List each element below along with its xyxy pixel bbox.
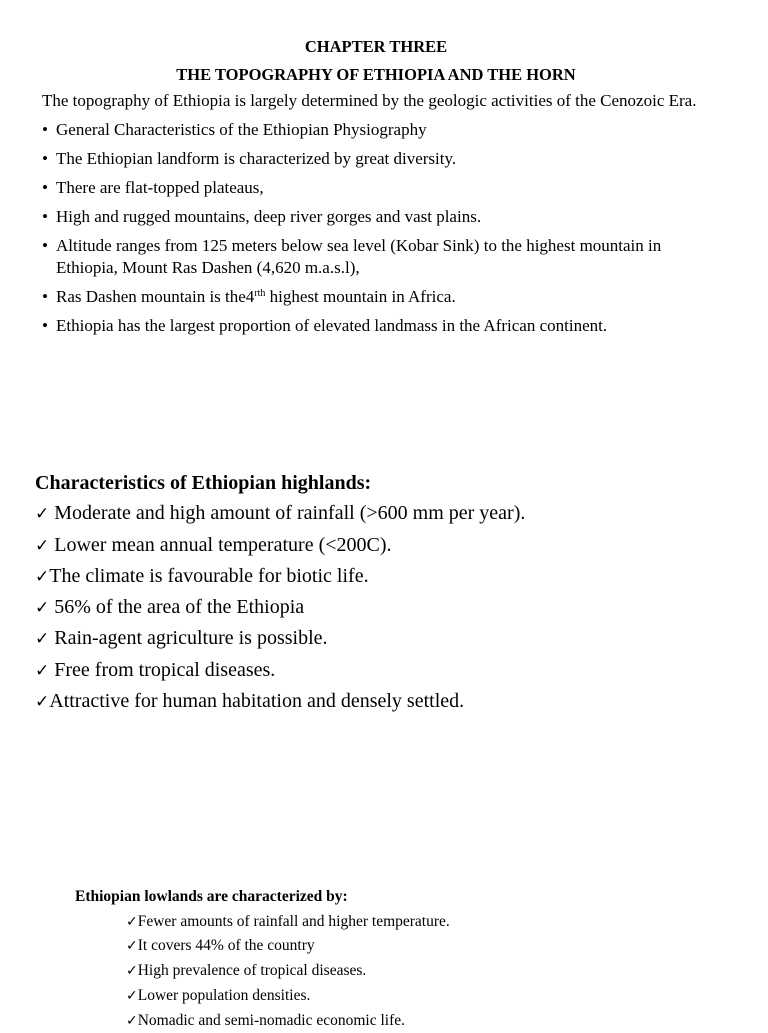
check-icon: ✓	[35, 660, 50, 681]
check-text: Attractive for human habitation and densely settled.	[49, 690, 465, 713]
bullet-icon: •	[42, 178, 48, 197]
check-item	[126, 984, 695, 1009]
check-item	[126, 959, 695, 984]
bullet-item	[42, 286, 722, 308]
bullet-text-part: highest mountain in Africa.	[265, 287, 456, 306]
check-text: Fewer amounts of rainfall and higher temperature.	[137, 912, 450, 930]
check-item	[35, 655, 735, 686]
highlands-heading: Characteristics of Ethiopian highlands:	[35, 472, 372, 494]
bullet-text: Altitude ranges from 125 meters below sea level (Kobar Sink) to the highest mountain in Ethiopia, Mount Ras Dashen (4,620 m.a.s.l),	[56, 236, 662, 277]
check-item	[35, 530, 735, 561]
ordinal-superscript: rth	[254, 288, 266, 299]
bullet-icon: •	[42, 120, 48, 139]
bullet-text: Ethiopia has the largest proportion of elevated landmass in the African continent.	[56, 316, 608, 335]
check-text: Free from tropical diseases.	[49, 658, 276, 681]
lowlands-check-list	[75, 910, 695, 1033]
bullet-text: There are flat-topped plateaus,	[56, 178, 264, 197]
topography-section	[42, 36, 722, 344]
bullet-icon: •	[42, 316, 48, 335]
bullet-item	[42, 206, 722, 228]
bullet-text: General Characteristics of the Ethiopian Physiography	[56, 120, 427, 139]
lowlands-section	[75, 885, 695, 1033]
chapter-label: CHAPTER THREE	[304, 37, 448, 56]
check-icon: ✓	[126, 938, 138, 955]
check-icon: ✓	[126, 987, 138, 1004]
bullet-icon: •	[42, 236, 48, 255]
bullet-item	[42, 177, 722, 199]
check-text: Lower population densities.	[137, 986, 311, 1004]
check-item	[126, 910, 695, 935]
bullet-item	[42, 235, 722, 279]
check-icon: ✓	[35, 535, 50, 556]
check-text: 56% of the area of the Ethiopia	[49, 596, 305, 619]
check-item	[35, 498, 735, 529]
bullet-item	[42, 119, 722, 141]
bullet-icon: •	[42, 207, 48, 226]
lowlands-heading: Ethiopian lowlands are characterized by:	[75, 888, 348, 905]
bullet-item	[42, 315, 722, 337]
check-item	[35, 686, 735, 717]
check-item	[126, 1009, 695, 1033]
check-icon: ✓	[126, 963, 138, 980]
check-item	[126, 934, 695, 959]
bullet-text: High and rugged mountains, deep river gorges and vast plains.	[56, 207, 482, 226]
chapter-title: THE TOPOGRAPHY OF ETHIOPIA AND THE HORN	[176, 65, 576, 84]
check-text: Lower mean annual temperature (<200C).	[49, 533, 392, 556]
check-icon: ✓	[126, 913, 138, 930]
check-icon: ✓	[35, 598, 50, 619]
check-text: Nomadic and semi-nomadic economic life.	[137, 1011, 406, 1029]
check-text: Moderate and high amount of rainfall (>600 mm per year).	[49, 502, 526, 525]
check-icon: ✓	[35, 504, 50, 525]
check-item	[35, 592, 735, 623]
check-icon: ✓	[126, 1012, 138, 1029]
check-icon: ✓	[35, 629, 50, 650]
check-text: High prevalence of tropical diseases.	[137, 962, 367, 980]
check-item	[35, 561, 735, 592]
highlands-section	[35, 468, 735, 717]
check-text: The climate is favourable for biotic life.	[49, 564, 369, 587]
bullet-icon: •	[42, 149, 48, 168]
check-icon: ✓	[35, 692, 50, 713]
check-text: It covers 44% of the country	[137, 937, 315, 955]
check-text: Rain-agent agriculture is possible.	[49, 627, 328, 650]
check-item	[35, 623, 735, 654]
bullet-item	[42, 148, 722, 170]
highlands-check-list	[35, 498, 735, 717]
bullet-text: The Ethiopian landform is characterized by great diversity.	[56, 149, 457, 168]
bullet-icon: •	[42, 287, 48, 306]
check-icon: ✓	[35, 566, 50, 587]
characteristics-bullet-list	[42, 119, 722, 337]
bullet-text-part: Ras Dashen mountain is the4	[56, 287, 255, 306]
intro-paragraph: The topography of Ethiopia is largely determined by the geologic activities of the Cenozoic Era.	[42, 91, 697, 110]
